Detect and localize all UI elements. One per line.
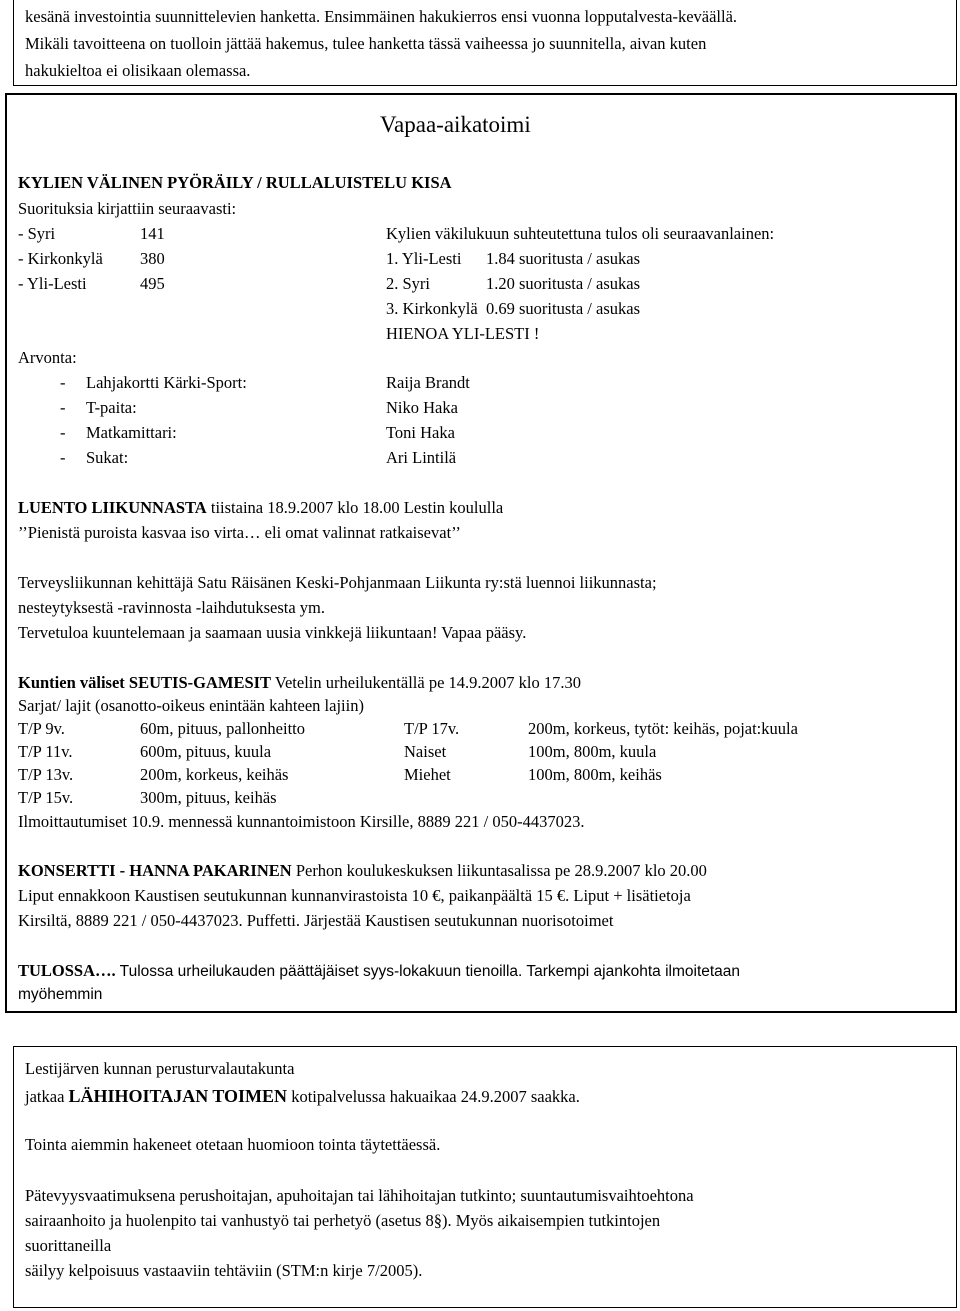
games-class: T/P 17v. [404, 719, 460, 738]
games-events: 100m, 800m, kuula [528, 742, 657, 761]
job-notice-line-4: Pätevyysvaatimuksena perushoitajan, apuhoitajan tai lähihoitajan tutkinto; suuntautumisvaihtoehtona [25, 1186, 694, 1205]
lottery-dash: - [60, 398, 66, 417]
job-notice-prefix: jatkaa [25, 1087, 69, 1106]
games-heading: Kuntien väliset SEUTIS-GAMESIT [18, 673, 272, 692]
village-value: 141 [140, 224, 165, 243]
lottery-prize: Matkamittari: [86, 423, 177, 442]
competition-intro: Suorituksia kirjattiin seuraavasti: [18, 199, 237, 218]
job-notice-line-2 [25, 1087, 580, 1106]
lecture-text-2: nesteytyksestä -ravinnosta -laihdutuksesta ym. [18, 598, 326, 617]
concert-text-2: Kirsiltä, 8889 221 / 050-4437023. Puffetti. Järjestää Kaustisen seutukunnan nuorisotoimet [18, 911, 614, 930]
games-events: 100m, 800m, keihäs [528, 765, 662, 784]
job-title: LÄHIHOITAJAN TOIMEN [68, 1086, 288, 1106]
ranking-value: 1.84 suoritusta / asukas [486, 249, 640, 268]
ranking-value: 1.20 suoritusta / asukas [486, 274, 640, 293]
job-notice-line-7: säilyy kelpoisuus vastaaviin tehtäviin (STM:n kirje 7/2005). [25, 1261, 423, 1280]
concert-when: Perhon koulukeskuksen liikuntasalissa pe 28.9.2007 klo 20.00 [291, 861, 707, 880]
lottery-winner: Toni Haka [386, 423, 455, 442]
lecture-text-3: Tervetuloa kuuntelemaan ja saamaan uusia vinkkejä liikuntaan! Vapaa pääsy. [18, 623, 527, 642]
lottery-dash: - [60, 423, 66, 442]
ranking-value: 0.69 suoritusta / asukas [486, 299, 640, 318]
concert-line [18, 863, 707, 880]
games-events: 200m, korkeus, keihäs [140, 765, 289, 784]
games-class: Miehet [404, 765, 451, 784]
games-registration: Ilmoittautumiset 10.9. mennessä kunnantoimistoon Kirsille, 8889 221 / 050-4437023. [18, 812, 585, 831]
upcoming-line [18, 963, 740, 980]
ranking-intro: Kylien väkilukuun suhteutettuna tulos oli seuraavanlainen: [386, 224, 775, 243]
cheer-text: HIENOA YLI-LESTI ! [386, 324, 540, 343]
ranking-place: 3. Kirkonkylä [386, 299, 478, 318]
lecture-text-1: Terveysliikunnan kehittäjä Satu Räisänen Keski-Pohjanmaan Liikunta ry:stä luennoi liikunnasta; [18, 573, 657, 592]
concert-text-1: Liput ennakkoon Kaustisen seutukunnan kunnanvirastoista 10 €, paikanpäältä 15 €. Liput + lisätietoja [18, 886, 691, 905]
upcoming-text-2: myöhemmin [18, 986, 103, 1003]
village-name: - Syri [18, 224, 56, 243]
games-events: 60m, pituus, pallonheitto [140, 719, 305, 738]
lecture-heading: LUENTO LIIKUNNASTA [18, 498, 207, 517]
concert-heading: KONSERTTI - HANNA PAKARINEN [18, 861, 292, 880]
top-notice-line-1: kesänä investointia suunnittelevien hanketta. Ensimmäinen hakukierros ensi vuonna lopputalvesta-keväällä. [25, 7, 738, 26]
games-events: 600m, pituus, kuula [140, 742, 272, 761]
lottery-winner: Niko Haka [386, 398, 458, 417]
competition-heading: KYLIEN VÄLINEN PYÖRÄILY / RULLALUISTELU KISA [18, 173, 452, 192]
games-events: 300m, pituus, keihäs [140, 788, 277, 807]
lecture-when: tiistaina 18.9.2007 klo 18.00 Lestin koululla [206, 498, 504, 517]
lottery-prize: T-paita: [86, 398, 137, 417]
job-notice-line-3: Tointa aiemmin hakeneet otetaan huomioon tointa täytettäessä. [25, 1135, 441, 1154]
village-value: 495 [140, 274, 165, 293]
job-notice-suffix: kotipalvelussa hakuaikaa 24.9.2007 saakka. [287, 1087, 580, 1106]
lottery-winner: Ari Lintilä [386, 448, 457, 467]
village-name: - Yli-Lesti [18, 274, 87, 293]
upcoming-heading: TULOSSA…. [18, 961, 116, 980]
lottery-dash: - [60, 448, 66, 467]
lottery-winner: Raija Brandt [386, 373, 470, 392]
games-class: Naiset [404, 742, 447, 761]
section-title: Vapaa-aikatoimi [380, 112, 531, 137]
games-events: 200m, korkeus, tytöt: keihäs, pojat:kuula [528, 719, 798, 738]
games-class: T/P 9v. [18, 719, 65, 738]
games-class: T/P 15v. [18, 788, 74, 807]
village-value: 380 [140, 249, 165, 268]
top-notice-line-3: hakukieltoa ei olisikaan olemassa. [25, 61, 251, 80]
lecture-quote: ’’Pienistä puroista kasvaa iso virta… eli omat valinnat ratkaisevat’’ [18, 523, 461, 542]
top-notice-line-2: Mikäli tavoitteena on tuolloin jättää hakemus, tulee hanketta tässä vaiheessa jo suunnitella, aivan kuten [25, 34, 707, 53]
lottery-prize: Sukat: [86, 448, 129, 467]
upcoming-text: Tulossa urheilukauden päättäjäiset syys-lokakuun tienoilla. Tarkempi ajankohta ilmoitetaan [115, 963, 741, 980]
ranking-place: 2. Syri [386, 274, 431, 293]
job-notice-line-5: sairaanhoito ja huolenpito tai vanhustyö tai perhetyö (asetus 8§). Myös aikaisempien tutkintojen [25, 1211, 661, 1230]
lottery-dash: - [60, 373, 66, 392]
games-when: Vetelin urheilukentällä pe 14.9.2007 klo 17.30 [271, 673, 581, 692]
games-class: T/P 13v. [18, 765, 74, 784]
job-notice-line-6: suorittaneilla [25, 1236, 112, 1255]
games-subheading: Sarjat/ lajit (osanotto-oikeus enintään kahteen lajiin) [18, 696, 364, 715]
lottery-prize: Lahjakortti Kärki-Sport: [86, 373, 247, 392]
job-notice-line-1: Lestijärven kunnan perusturvalautakunta [25, 1059, 295, 1078]
games-class: T/P 11v. [18, 742, 73, 761]
lottery-label: Arvonta: [18, 348, 77, 367]
village-name: - Kirkonkylä [18, 249, 103, 268]
ranking-place: 1. Yli-Lesti [386, 249, 462, 268]
lecture-line [18, 500, 503, 517]
games-line [18, 675, 581, 692]
